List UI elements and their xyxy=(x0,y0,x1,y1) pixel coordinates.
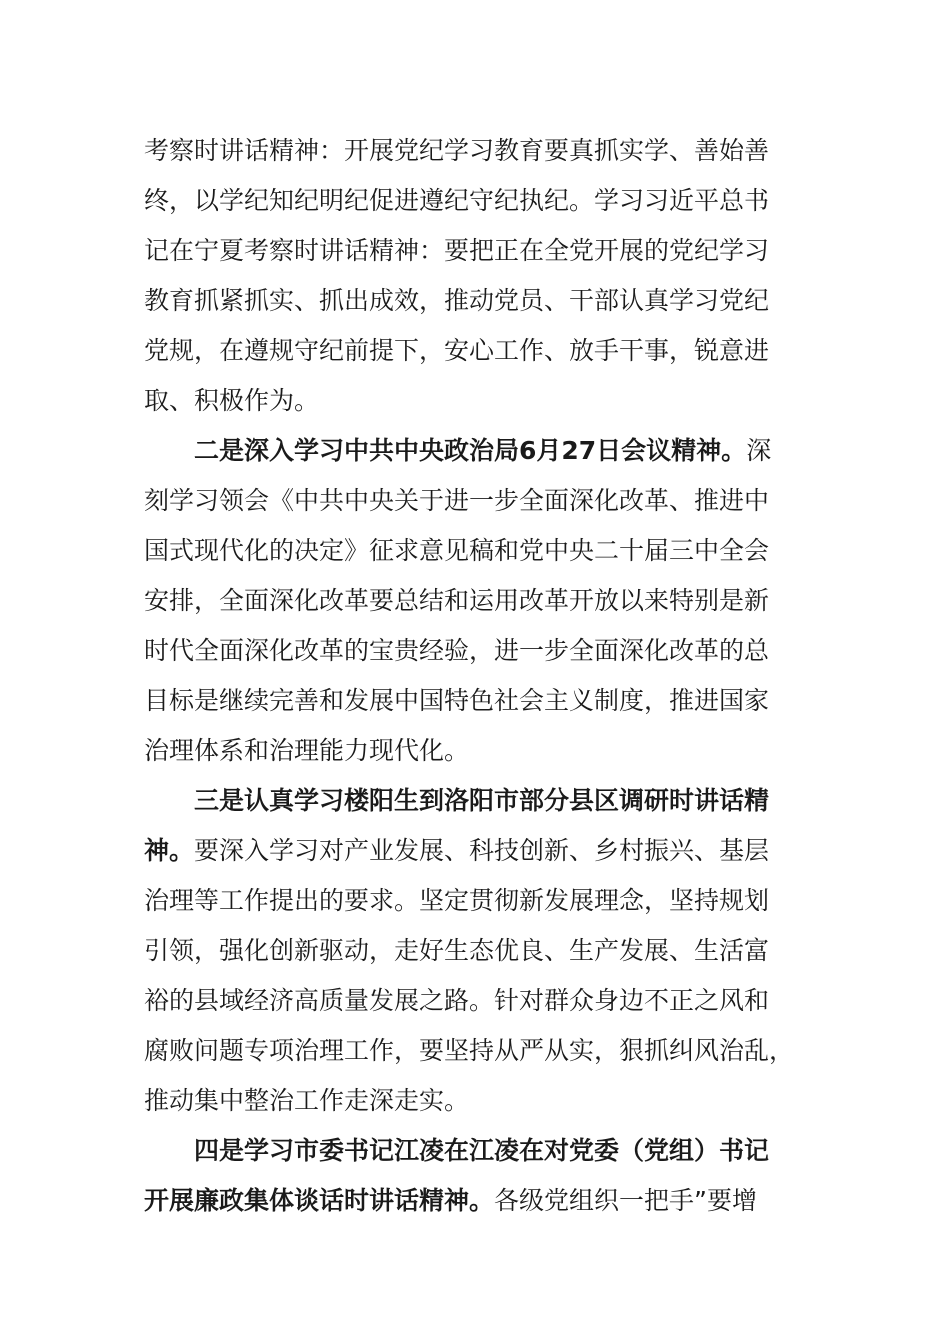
text-line xyxy=(144,534,769,568)
text-run: 教育抓紧抓实、抓出成效，推动党员、干部认真学习党纪 xyxy=(144,286,770,315)
text-line xyxy=(144,234,769,268)
section-heading: 三是认真学习楼阳生到洛阳市部分县区调研时讲话精 xyxy=(194,786,770,815)
text-line xyxy=(144,584,769,618)
text-run: 国式现代化的决定》征求意见稿和党中央二十届三中全会 xyxy=(144,536,770,565)
text-run: 刻学习领会《中共中央关于进一步全面深化改革、推进中 xyxy=(144,486,770,515)
text-run: 目标是继续完善和发展中国特色社会主义制度，推进国家 xyxy=(144,686,770,715)
text-line xyxy=(144,934,769,968)
text-run: 终，以学纪知纪明纪促进遵纪守纪执纪。学习习近平总书 xyxy=(144,186,770,215)
section-heading: 开展廉政集体谈话时讲话精神。 xyxy=(144,1186,495,1215)
text-run: 安排，全面深化改革要总结和运用改革开放以来特别是新 xyxy=(144,586,770,615)
text-line xyxy=(144,384,319,418)
text-run: 党规，在遵规守纪前提下，安心工作、放手干事，锐意进 xyxy=(144,336,770,365)
text-line xyxy=(144,1184,757,1218)
text-line xyxy=(144,984,769,1018)
text-run: 取、积极作为。 xyxy=(144,386,320,415)
text-line xyxy=(144,284,769,318)
text-line xyxy=(144,684,769,718)
text-line xyxy=(144,884,769,918)
section-four-heading-line xyxy=(194,1134,769,1168)
text-line xyxy=(144,134,769,168)
text-line xyxy=(144,334,769,368)
text-line xyxy=(144,1034,794,1068)
text-line xyxy=(144,1084,469,1118)
section-heading: 二是深入学习中共中央政治局6月27日会议精神。 xyxy=(194,436,747,465)
text-line xyxy=(144,734,469,768)
text-run: 治理体系和治理能力现代化。 xyxy=(144,736,470,765)
text-run: 考察时讲话精神：开展党纪学习教育要真抓实学、善始善 xyxy=(144,136,770,165)
text-run: 推动集中整治工作走深走实。 xyxy=(144,1086,470,1115)
text-run: 腐败问题专项治理工作，要坚持从严从实，狠抓纠风治乱， xyxy=(144,1036,795,1065)
text-run: 裕的县域经济高质量发展之路。针对群众身边不正之风和 xyxy=(144,986,770,1015)
text-run: 要深入学习对产业发展、科技创新、乡村振兴、基层 xyxy=(194,836,770,865)
text-run: 治理等工作提出的要求。坚定贯彻新发展理念，坚持规划 xyxy=(144,886,770,915)
text-run: 深 xyxy=(746,436,772,465)
text-line xyxy=(144,484,769,518)
section-two-heading-line xyxy=(194,434,771,468)
text-run: 引领，强化创新驱动，走好生态优良、生产发展、生活富 xyxy=(144,936,770,965)
text-line xyxy=(144,184,769,218)
text-run: 各级党组织一把手”要增 xyxy=(494,1186,757,1215)
text-line xyxy=(144,834,769,868)
text-run: 记在宁夏考察时讲话精神：要把正在全党开展的党纪学习 xyxy=(144,236,770,265)
section-heading: 四是学习市委书记江凌在江凌在对党委（党组）书记 xyxy=(194,1136,770,1165)
text-line xyxy=(144,634,769,668)
section-heading: 神。 xyxy=(144,836,195,865)
section-three-heading-line xyxy=(194,784,769,818)
text-run: 时代全面深化改革的宝贵经验，进一步全面深化改革的总 xyxy=(144,636,770,665)
